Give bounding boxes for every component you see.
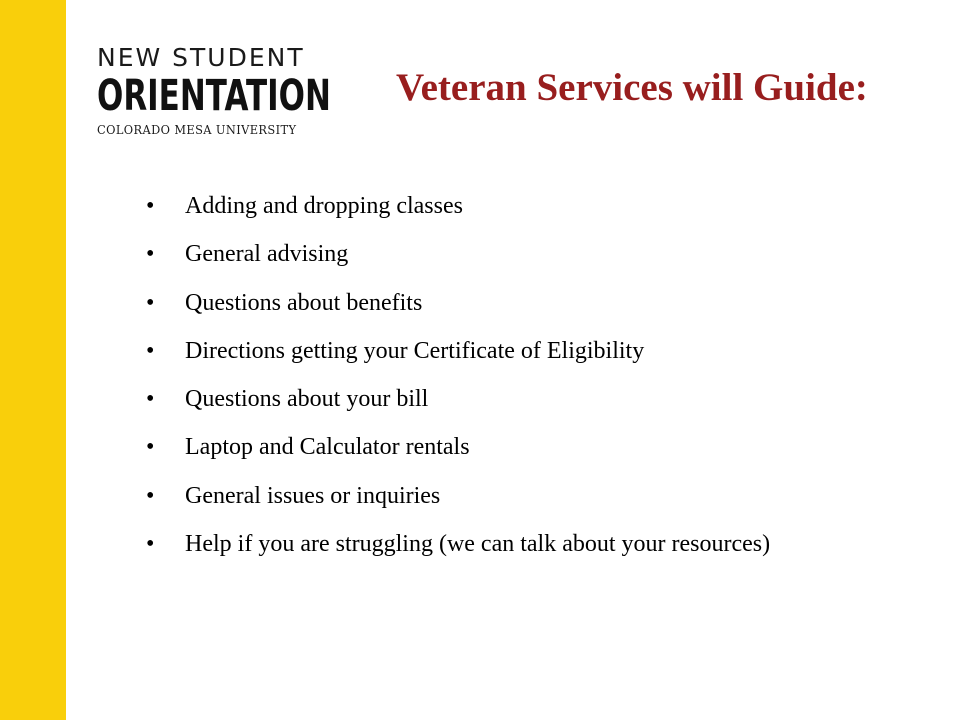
list-item-text: General advising: [185, 241, 349, 268]
list-item-text: Questions about your bill: [185, 386, 429, 413]
logo-line-new-student: NEW STUDENT: [97, 43, 305, 72]
list-item-text: Laptop and Calculator rentals: [185, 434, 470, 461]
bullet-icon: •: [146, 289, 155, 316]
bullet-icon: •: [146, 482, 155, 509]
bullet-icon: •: [146, 337, 155, 364]
logo-line-orientation: ORIENTATION: [97, 71, 331, 121]
list-item-text: Help if you are struggling (we can talk about your resources): [185, 531, 771, 558]
new-student-orientation-logo: [97, 43, 331, 140]
bullet-icon: •: [146, 531, 155, 558]
bullet-icon: •: [146, 386, 155, 413]
list-item-text: Directions getting your Certificate of Eligibility: [185, 337, 645, 364]
accent-side-bar: [0, 0, 66, 720]
bullet-icon: •: [146, 193, 155, 219]
bullet-icon: •: [146, 241, 155, 268]
list-item-text: Questions about benefits: [185, 289, 423, 316]
bullet-icon: •: [146, 434, 155, 461]
logo-line-university: COLORADO MESA UNIVERSITY: [97, 123, 297, 137]
slide-title: Veteran Services will Guide:: [396, 66, 868, 109]
list-item-text: General issues or inquiries: [185, 482, 441, 509]
list-item-text: Adding and dropping classes: [185, 193, 463, 219]
